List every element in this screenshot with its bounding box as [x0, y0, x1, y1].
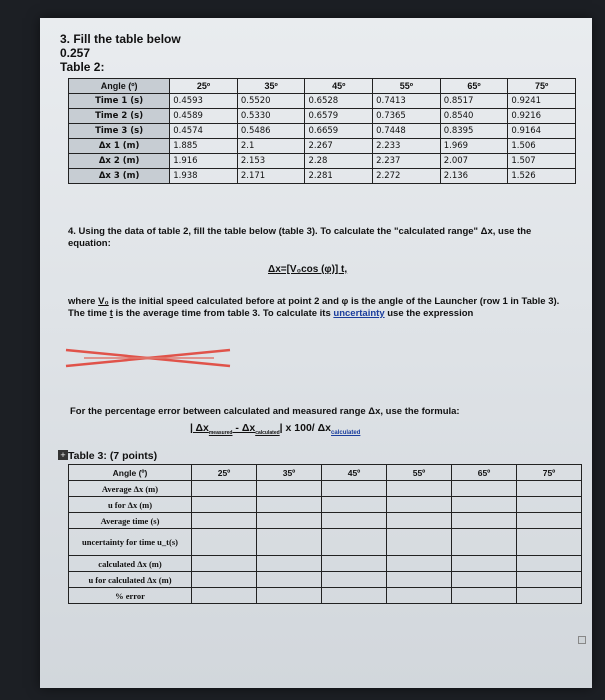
- header-cell: 65º: [440, 79, 508, 94]
- t-symbol: t: [109, 308, 113, 319]
- formula-sub-c: calculated: [331, 430, 361, 437]
- v0-symbol: V₀: [98, 296, 109, 307]
- empty-cell[interactable]: [257, 481, 322, 497]
- instruction-4: 4. Using the data of table 2, fill the table below (table 3). To calculate the "calculated range" Δx, use the equation:: [68, 226, 532, 249]
- crossed-out-expression-icon: [64, 346, 234, 370]
- table-3: [68, 464, 582, 604]
- table-cell: 0.6659: [305, 124, 373, 139]
- table-resize-handle[interactable]: [578, 636, 586, 644]
- table-header-row: [69, 465, 582, 481]
- table2-title: Table 2:: [60, 60, 105, 74]
- header-cell: Angle (º): [69, 79, 170, 94]
- header-cell: 75º: [517, 465, 582, 481]
- table-cell: 2.171: [237, 169, 305, 184]
- empty-cell[interactable]: [452, 529, 517, 556]
- table-cell: 1.938: [170, 169, 238, 184]
- empty-cell[interactable]: [452, 572, 517, 588]
- empty-cell[interactable]: [517, 481, 582, 497]
- table-cell: 0.4593: [170, 94, 238, 109]
- table-cell: 2.1: [237, 139, 305, 154]
- table-cell: 0.7413: [373, 94, 441, 109]
- table-row: [69, 94, 576, 109]
- table-cell: 2.272: [373, 169, 441, 184]
- table-header-row: [69, 79, 576, 94]
- table-cell: 0.6579: [305, 109, 373, 124]
- empty-cell[interactable]: [452, 481, 517, 497]
- header-cell: 55º: [387, 465, 452, 481]
- table-cell: 1.506: [508, 139, 576, 154]
- table-cell: 2.007: [440, 154, 508, 169]
- empty-cell[interactable]: [452, 556, 517, 572]
- table-row: [69, 154, 576, 169]
- where-text-3: is the average time from table 3. To calculate its: [112, 308, 334, 319]
- empty-cell[interactable]: [192, 572, 257, 588]
- header-cell: 45º: [305, 79, 373, 94]
- table-cell: 0.5330: [237, 109, 305, 124]
- header-cell: 65º: [452, 465, 517, 481]
- table-cell: 1.916: [170, 154, 238, 169]
- empty-cell[interactable]: [257, 588, 322, 604]
- empty-cell[interactable]: [192, 556, 257, 572]
- equation-text: Δx=[V₀cos (φ)] t,: [268, 264, 348, 275]
- empty-cell[interactable]: [322, 556, 387, 572]
- table-cell: 0.9164: [508, 124, 576, 139]
- empty-cell[interactable]: [322, 497, 387, 513]
- table-row: [69, 109, 576, 124]
- given-value: 0.257: [60, 46, 91, 60]
- empty-cell[interactable]: [322, 572, 387, 588]
- empty-cell[interactable]: [257, 556, 322, 572]
- table-cell: 0.9241: [508, 94, 576, 109]
- empty-cell[interactable]: [192, 497, 257, 513]
- row-label: Average Δx (m): [69, 481, 192, 497]
- table-row: [69, 124, 576, 139]
- empty-cell[interactable]: [257, 529, 322, 556]
- instruction-percent-error: For the percentage error between calculated and measured range Δx, use the formula:: [70, 406, 460, 417]
- empty-cell[interactable]: [387, 497, 452, 513]
- worksheet-photo: [40, 18, 592, 688]
- table-cell: 0.5486: [237, 124, 305, 139]
- empty-cell[interactable]: [322, 529, 387, 556]
- table-row: [69, 572, 582, 588]
- empty-cell[interactable]: [322, 513, 387, 529]
- row-label: Δx 1 (m): [69, 139, 170, 154]
- formula-part-c: | x 100/ Δx: [279, 422, 332, 434]
- row-label: calculated Δx (m): [69, 556, 192, 572]
- row-label: Time 3 (s): [69, 124, 170, 139]
- row-label: u for calculated Δx (m): [69, 572, 192, 588]
- table-row: [69, 481, 582, 497]
- table-cell: 2.267: [305, 139, 373, 154]
- empty-cell[interactable]: [192, 481, 257, 497]
- empty-cell[interactable]: [517, 513, 582, 529]
- empty-cell[interactable]: [387, 556, 452, 572]
- table-row: [69, 169, 576, 184]
- empty-cell[interactable]: [387, 588, 452, 604]
- table-row: [69, 139, 576, 154]
- range-equation: [268, 264, 347, 275]
- table-move-plus-icon[interactable]: +: [58, 450, 68, 460]
- header-cell: 35º: [257, 465, 322, 481]
- empty-cell[interactable]: [257, 572, 322, 588]
- empty-cell[interactable]: [517, 556, 582, 572]
- table-cell: 0.8395: [440, 124, 508, 139]
- header-cell: 25º: [192, 465, 257, 481]
- row-label: Time 2 (s): [69, 109, 170, 124]
- empty-cell[interactable]: [452, 497, 517, 513]
- empty-cell[interactable]: [257, 497, 322, 513]
- empty-cell[interactable]: [452, 588, 517, 604]
- header-cell: Angle (º): [69, 465, 192, 481]
- empty-cell[interactable]: [517, 572, 582, 588]
- header-cell: 55º: [373, 79, 441, 94]
- table-cell: 0.5520: [237, 94, 305, 109]
- row-label: Time 1 (s): [69, 94, 170, 109]
- empty-cell[interactable]: [517, 588, 582, 604]
- table-row: [69, 556, 582, 572]
- empty-cell[interactable]: [192, 513, 257, 529]
- table3-title: Table 3: (7 points): [68, 450, 158, 462]
- table-cell: 2.237: [373, 154, 441, 169]
- table-row: [69, 588, 582, 604]
- row-label: Δx 2 (m): [69, 154, 170, 169]
- header-cell: 35º: [237, 79, 305, 94]
- empty-cell[interactable]: [387, 513, 452, 529]
- table-cell: 0.6528: [305, 94, 373, 109]
- empty-cell[interactable]: [322, 588, 387, 604]
- table-cell: 2.233: [373, 139, 441, 154]
- uncertainty-link[interactable]: uncertainty: [333, 308, 385, 319]
- table-cell: 0.4574: [170, 124, 238, 139]
- table-cell: 1.526: [508, 169, 576, 184]
- header-cell: 45º: [322, 465, 387, 481]
- table-2: [68, 78, 576, 184]
- formula-sub-a: measured: [208, 430, 233, 437]
- formula-part-b: - Δx: [232, 422, 256, 434]
- empty-cell[interactable]: [517, 529, 582, 556]
- table-cell: 0.8517: [440, 94, 508, 109]
- table-cell: 1.507: [508, 154, 576, 169]
- empty-cell[interactable]: [517, 497, 582, 513]
- table-cell: 0.4589: [170, 109, 238, 124]
- row-label: Average time (s): [69, 513, 192, 529]
- header-cell: 75º: [508, 79, 576, 94]
- empty-cell[interactable]: [257, 513, 322, 529]
- table-cell: 0.7448: [373, 124, 441, 139]
- row-label: u for Δx (m): [69, 497, 192, 513]
- table-cell: 2.136: [440, 169, 508, 184]
- table-cell: 2.28: [305, 154, 373, 169]
- where-text-4: use the expression: [384, 308, 474, 319]
- row-label: uncertainty for time u_t(s): [69, 529, 192, 556]
- table-cell: 0.8540: [440, 109, 508, 124]
- instruction-where: [68, 296, 568, 320]
- where-text: where: [68, 296, 99, 307]
- question-heading: 3. Fill the table below: [60, 32, 181, 46]
- empty-cell[interactable]: [452, 513, 517, 529]
- table-cell: 2.153: [237, 154, 305, 169]
- formula-part-a: | Δx: [190, 422, 209, 434]
- table-cell: 1.885: [170, 139, 238, 154]
- empty-cell[interactable]: [387, 481, 452, 497]
- table-cell: 2.281: [305, 169, 373, 184]
- percent-error-formula: [190, 422, 360, 436]
- where-text-2: is the initial speed calculated before at point 2 and φ is the angle of the Launcher (row 1 in Table 3). The time: [68, 296, 560, 319]
- empty-cell[interactable]: [192, 588, 257, 604]
- table-cell: 0.9216: [508, 109, 576, 124]
- table-cell: 0.7365: [373, 109, 441, 124]
- table-row: [69, 497, 582, 513]
- header-cell: 25º: [170, 79, 238, 94]
- table-row: [69, 513, 582, 529]
- table-cell: 1.969: [440, 139, 508, 154]
- row-label: % error: [69, 588, 192, 604]
- empty-cell[interactable]: [322, 481, 387, 497]
- empty-cell[interactable]: [192, 529, 257, 556]
- formula-sub-b: calculated: [255, 430, 280, 437]
- empty-cell[interactable]: [387, 529, 452, 556]
- row-label: Δx 3 (m): [69, 169, 170, 184]
- empty-cell[interactable]: [387, 572, 452, 588]
- table-row: [69, 529, 582, 556]
